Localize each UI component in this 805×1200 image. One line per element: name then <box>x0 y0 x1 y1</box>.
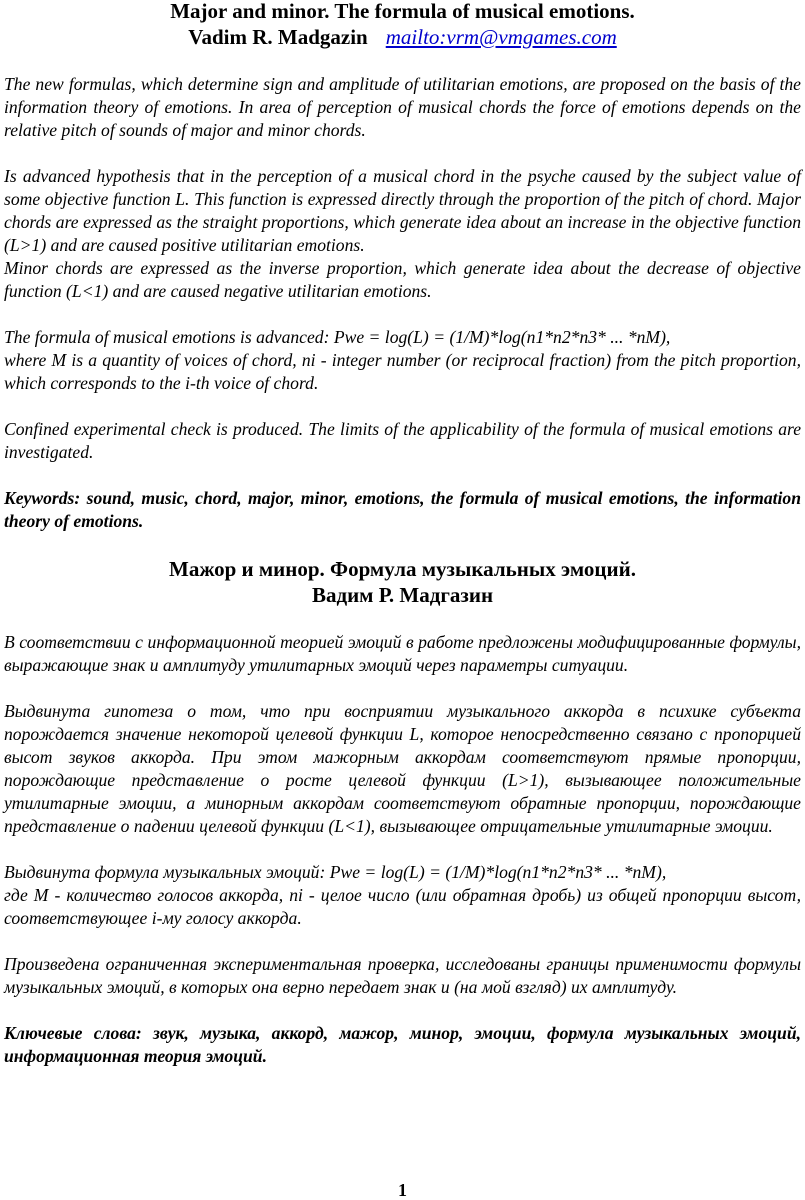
english-abstract-paragraph-4: Confined experimental check is produced. The limits of the applicability of the formula of musical emotions are investigated. <box>4 419 801 462</box>
email-link[interactable]: mailto:vrm@vmgames.com <box>385 25 617 49</box>
russian-formula-explanation: где M - количество голосов аккорда, ni - целое число (или обратная дробь) из общей пропорции высот, соответствующее i-му голосу аккорда. <box>4 885 801 928</box>
english-formula-explanation: where M is a quantity of voices of chord, ni - integer number (or reciprocal fraction) from the pitch proportion, which corresponds to the i-th voice of chord. <box>4 350 801 393</box>
russian-formula-line: Выдвинута формула музыкальных эмоций: Pwe = log(L) = (1/M)*log(n1*n2*n3* ... *nM), <box>4 862 667 882</box>
spacer <box>4 50 801 73</box>
russian-keywords: Ключевые слова: звук, музыка, аккорд, мажор, минор, эмоции, формула музыкальных эмоций, информационная теория эмоций. <box>4 1023 801 1066</box>
spacer <box>4 677 801 700</box>
english-title: Major and minor. The formula of musical emotions. <box>170 0 635 23</box>
spacer <box>4 464 801 487</box>
spacer <box>4 608 801 631</box>
spacer <box>4 395 801 418</box>
russian-abstract-paragraph-2: Выдвинута гипотеза о том, что при восприятии музыкального аккорда в психике субъекта порождается значение некоторой целевой функции L, которое непосредственно связано с пропорцией высот звуков аккорда. При этом мажорным аккордам соответствуют прямые пропорции, порождающие представление о росте целевой функции (L>1), вызывающее положительные утилитарные эмоции, а минорным аккордам соответствуют обратные пропорции, порождающие представление о падении целевой функции (L<1), вызывающее отрицательные утилитарные эмоции. <box>4 701 801 836</box>
english-keywords: Keywords: sound, music, chord, major, minor, emotions, the formula of musical emotions, the information theory of emotions. <box>4 488 801 531</box>
english-abstract-paragraph-2: Is advanced hypothesis that in the perception of a musical chord in the psyche caused by the subject value of some objective function L. This function is expressed directly through the proportion of the pitch of chord. Major chords are expressed as the straight proportions, which generate idea about an increase in the objective function (L>1) and are caused positive utilitarian emotions. <box>4 166 801 255</box>
spacer <box>4 142 801 165</box>
russian-abstract-paragraph-1: В соответствии с информационной теорией эмоций в работе предложены модифицированные формулы, выражающие знак и амплитуду утилитарных эмоций через параметры ситуации. <box>4 632 801 675</box>
spacer <box>4 930 801 953</box>
page-number: 1 <box>398 1180 407 1200</box>
spacer <box>4 303 801 326</box>
english-formula-line: The formula of musical emotions is advanced: Pwe = log(L) = (1/M)*log(n1*n2*n3* ... *nM), <box>4 327 671 347</box>
paper-page <box>4 0 801 1068</box>
russian-title: Мажор и минор. Формула музыкальных эмоций. <box>169 557 636 581</box>
spacer <box>4 838 801 861</box>
russian-author: Вадим Р. Мадгазин <box>311 583 494 607</box>
english-abstract-paragraph-1: The new formulas, which determine sign and amplitude of utilitarian emotions, are proposed on the basis of the information theory of emotions. In area of perception of musical chords the force of emotions depends on the relative pitch of sounds of major and minor chords. <box>4 74 801 140</box>
spacer <box>4 999 801 1022</box>
english-author-line <box>4 24 801 50</box>
english-abstract-paragraph-3: Minor chords are expressed as the inverse proportion, which generate idea about the decrease of objective function (L<1) and are caused negative utilitarian emotions. <box>4 258 801 301</box>
english-author: Vadim R. Madgazin <box>188 25 368 49</box>
russian-abstract-paragraph-3: Произведена ограниченная экспериментальная проверка, исследованы границы применимости формулы музыкальных эмоций, в которых она верно передает знак и (на мой взгляд) их амплитуду. <box>4 954 801 997</box>
spacer <box>4 533 801 556</box>
